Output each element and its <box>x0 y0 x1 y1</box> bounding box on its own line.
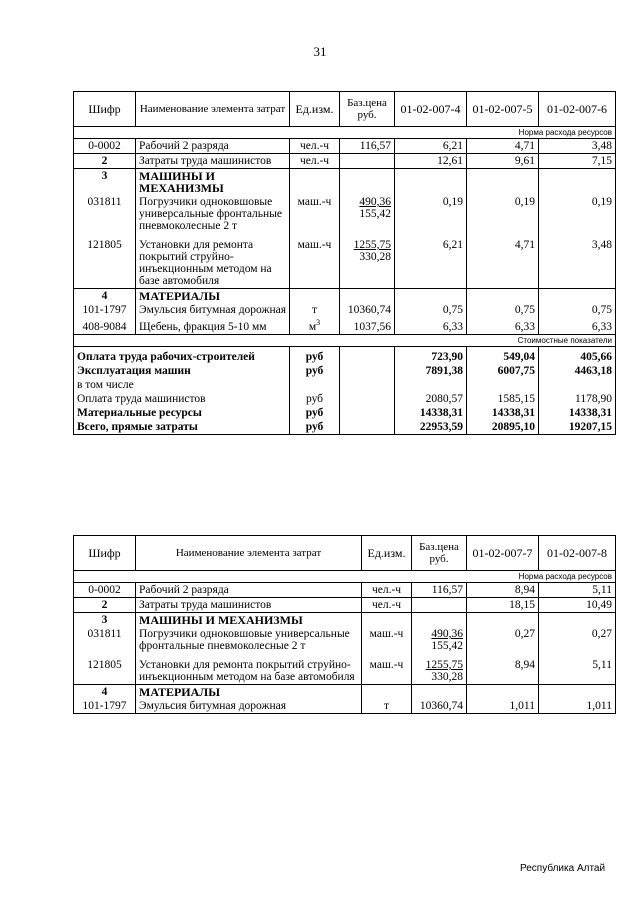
cost-value: 405,66 <box>539 347 616 365</box>
row-name: Погрузчики одноковшовые универсальные фронтальные пневмоколесные 2 т <box>136 627 362 653</box>
row-code: 031811 <box>74 627 136 653</box>
cost-value: 2080,57 <box>395 392 467 406</box>
cost-label: Стоимостные показатели <box>395 335 616 347</box>
row-value: 0,19 <box>539 195 616 233</box>
row-price <box>412 653 467 685</box>
table-row <box>74 598 616 613</box>
price-top: 490,36 <box>431 628 463 640</box>
cost-unit: руб <box>290 420 340 435</box>
row-unit: маш.-ч <box>290 233 340 289</box>
row-unit: чел.-ч <box>290 154 340 169</box>
resource-table-2 <box>73 535 616 714</box>
header-name: Наименование элемента затрат <box>136 536 362 571</box>
section-title: МАШИНЫ И МЕХАНИЗМЫ <box>136 613 362 628</box>
section-row <box>74 169 616 196</box>
table-row <box>74 317 616 335</box>
table-row <box>74 303 616 317</box>
row-price: 1037,56 <box>340 317 395 335</box>
row-name: Установки для ремонта покрытий струйно-инъекционным методом на базе автомобиля <box>136 653 362 685</box>
row-value: 18,15 <box>467 598 539 613</box>
table-header-row <box>74 92 616 127</box>
row-value: 4,71 <box>467 233 539 289</box>
table-row <box>74 233 616 289</box>
row-value: 0,27 <box>539 627 616 653</box>
cost-name: Материальные ресурсы <box>74 406 290 420</box>
cost-value: 22953,59 <box>395 420 467 435</box>
row-value: 0,75 <box>539 303 616 317</box>
row-name: Рабочий 2 разряда <box>136 583 362 598</box>
cost-unit: руб <box>290 364 340 378</box>
section-code: 4 <box>74 685 136 700</box>
table-row <box>74 139 616 154</box>
row-value: 0,75 <box>467 303 539 317</box>
table-row <box>74 195 616 233</box>
cost-value: 4463,18 <box>539 364 616 378</box>
header-col-8: 01-02-007-8 <box>539 536 616 571</box>
row-value: 6,21 <box>395 139 467 154</box>
cost-value: 19207,15 <box>539 420 616 435</box>
header-unit: Ед.изм. <box>290 92 340 127</box>
row-code: 101-1797 <box>74 699 136 714</box>
header-col-5: 01-02-007-5 <box>467 92 539 127</box>
norm-blank <box>74 127 395 139</box>
row-unit: маш.-ч <box>362 653 412 685</box>
cost-blank <box>74 335 395 347</box>
cost-value: 14338,31 <box>467 406 539 420</box>
row-value: 6,33 <box>467 317 539 335</box>
section-title: МАТЕРИАЛЫ <box>136 685 362 700</box>
table-header-row <box>74 536 616 571</box>
page-number: 31 <box>313 44 327 59</box>
table-row <box>74 653 616 685</box>
norm-label: Норма расхода ресурсов <box>395 127 616 139</box>
price-bottom: 155,42 <box>359 208 391 220</box>
cost-row <box>74 364 616 378</box>
price-bottom: 330,28 <box>431 671 463 683</box>
row-value: 8,94 <box>467 653 539 685</box>
cost-row <box>74 378 616 392</box>
resource-table-1 <box>73 91 616 435</box>
row-code: 2 <box>74 598 136 613</box>
cost-unit: руб <box>290 347 340 365</box>
row-value: 5,11 <box>539 653 616 685</box>
row-unit: маш.-ч <box>290 195 340 233</box>
cost-name: Оплата труда машинистов <box>74 392 290 406</box>
row-value: 0,19 <box>467 195 539 233</box>
row-code: 408-9084 <box>74 317 136 335</box>
row-code: 121805 <box>74 653 136 685</box>
row-unit: чел.-ч <box>362 598 412 613</box>
cost-name: Оплата труда рабочих-строителей <box>74 347 290 365</box>
cost-name: Всего, прямые затраты <box>74 420 290 435</box>
price-top: 1255,75 <box>353 239 391 251</box>
row-value: 6,33 <box>395 317 467 335</box>
row-name: Эмульсия битумная дорожная <box>136 303 290 317</box>
row-name: Щебень, фракция 5-10 мм <box>136 317 290 335</box>
section-code: 3 <box>74 613 136 628</box>
row-value: 6,21 <box>395 233 467 289</box>
row-value: 8,94 <box>467 583 539 598</box>
price-bottom: 330,28 <box>359 251 391 263</box>
row-unit: маш.-ч <box>362 627 412 653</box>
price-top: 1255,75 <box>425 659 463 671</box>
price-top: 490,36 <box>359 196 391 208</box>
norm-label: Норма расхода ресурсов <box>467 571 616 583</box>
row-code: 101-1797 <box>74 303 136 317</box>
section-row <box>74 613 616 628</box>
row-value: 4,71 <box>467 139 539 154</box>
row-value: 3,48 <box>539 233 616 289</box>
row-code: 2 <box>74 154 136 169</box>
row-value: 1,011 <box>467 699 539 714</box>
row-value: 7,15 <box>539 154 616 169</box>
unit-superscript: 3 <box>316 318 321 328</box>
cost-name: в том числе <box>74 378 290 392</box>
row-name: Установки для ремонта покрытий струйно-инъекционным методом на базе автомобиля <box>136 233 290 289</box>
row-unit: чел.-ч <box>290 139 340 154</box>
section-title: МАТЕРИАЛЫ <box>136 289 290 304</box>
row-price <box>340 154 395 169</box>
cost-unit: руб <box>290 392 340 406</box>
cost-row <box>74 347 616 365</box>
row-value: 10,49 <box>539 598 616 613</box>
row-unit: т <box>362 699 412 714</box>
row-price: 116,57 <box>340 139 395 154</box>
cost-label-row <box>74 335 616 347</box>
cost-value: 1585,15 <box>467 392 539 406</box>
section-row <box>74 289 616 304</box>
row-price: 116,57 <box>412 583 467 598</box>
cost-row <box>74 392 616 406</box>
row-name: Затраты труда машинистов <box>136 154 290 169</box>
row-value: 1,011 <box>539 699 616 714</box>
table-row <box>74 699 616 714</box>
section-code: 3 <box>74 169 136 196</box>
row-value: 5,11 <box>539 583 616 598</box>
row-price: 10360,74 <box>412 699 467 714</box>
row-name: Погрузчики одноковшовые универсальные фронтальные пневмоколесные 2 т <box>136 195 290 233</box>
header-col-7: 01-02-007-7 <box>467 536 539 571</box>
row-code: 0-0002 <box>74 139 136 154</box>
row-unit: чел.-ч <box>362 583 412 598</box>
table-row <box>74 154 616 169</box>
norm-label-row <box>74 127 616 139</box>
table-row <box>74 627 616 653</box>
row-value: 3,48 <box>539 139 616 154</box>
cost-name: Эксплуатация машин <box>74 364 290 378</box>
price-bottom: 155,42 <box>431 640 463 652</box>
cost-value: 14338,31 <box>395 406 467 420</box>
header-unit: Ед.изм. <box>362 536 412 571</box>
row-code: 0-0002 <box>74 583 136 598</box>
section-title: МАШИНЫ И МЕХАНИЗМЫ <box>136 169 290 196</box>
row-value: 12,61 <box>395 154 467 169</box>
cost-value: 549,04 <box>467 347 539 365</box>
cost-value: 6007,75 <box>467 364 539 378</box>
row-code: 031811 <box>74 195 136 233</box>
row-value: 0,19 <box>395 195 467 233</box>
header-code: Шифр <box>74 92 136 127</box>
row-price <box>412 598 467 613</box>
row-price: 10360,74 <box>340 303 395 317</box>
row-value: 0,75 <box>395 303 467 317</box>
row-name: Затраты труда машинистов <box>136 598 362 613</box>
cost-unit: руб <box>290 406 340 420</box>
header-col-4: 01-02-007-4 <box>395 92 467 127</box>
section-code: 4 <box>74 289 136 304</box>
cost-value: 14338,31 <box>539 406 616 420</box>
row-price <box>340 195 395 233</box>
row-code: 121805 <box>74 233 136 289</box>
cost-value: 723,90 <box>395 347 467 365</box>
unit-text: м <box>308 321 317 333</box>
cost-row <box>74 406 616 420</box>
norm-blank <box>74 571 467 583</box>
row-price <box>412 627 467 653</box>
row-value: 9,61 <box>467 154 539 169</box>
header-price: Баз.цена руб. <box>340 92 395 127</box>
row-unit <box>290 317 340 335</box>
header-code: Шифр <box>74 536 136 571</box>
table-row <box>74 583 616 598</box>
row-name: Эмульсия битумная дорожная <box>136 699 362 714</box>
norm-label-row <box>74 571 616 583</box>
cost-value: 7891,38 <box>395 364 467 378</box>
footer-region: Республика Алтай <box>520 863 606 874</box>
section-row <box>74 685 616 700</box>
cost-value: 1178,90 <box>539 392 616 406</box>
row-unit: т <box>290 303 340 317</box>
cost-value: 20895,10 <box>467 420 539 435</box>
row-value: 0,27 <box>467 627 539 653</box>
cost-row <box>74 420 616 435</box>
header-price: Баз.цена руб. <box>412 536 467 571</box>
header-name: Наименование элемента затрат <box>136 92 290 127</box>
row-value: 6,33 <box>539 317 616 335</box>
row-price <box>340 233 395 289</box>
row-name: Рабочий 2 разряда <box>136 139 290 154</box>
header-col-6: 01-02-007-6 <box>539 92 616 127</box>
